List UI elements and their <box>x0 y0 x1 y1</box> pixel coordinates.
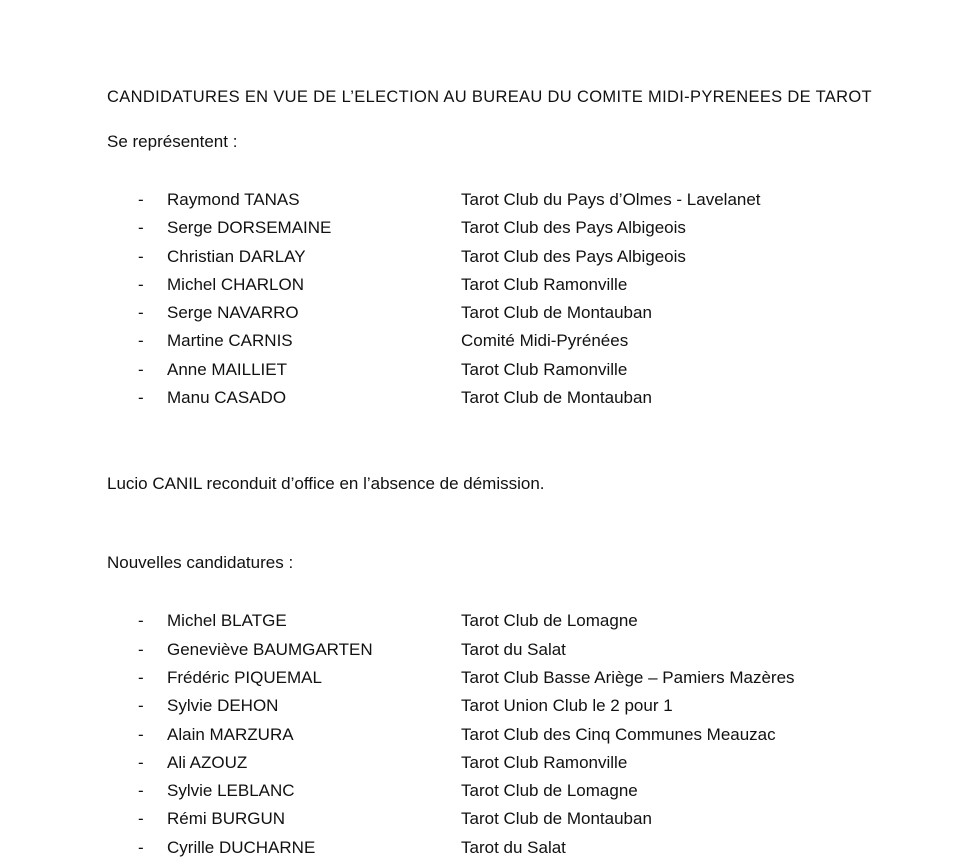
new-candidate-row <box>107 805 927 833</box>
list-dash-marker: - <box>138 359 144 379</box>
candidate-club: Tarot Club des Pays Albigeois <box>461 218 686 238</box>
list-dash-marker: - <box>138 696 144 716</box>
candidate-name: Martine CARNIS <box>167 331 293 351</box>
incumbent-row <box>107 186 927 214</box>
list-dash-marker: - <box>138 388 144 408</box>
list-dash-marker: - <box>138 274 144 294</box>
candidate-club: Tarot Club de Lomagne <box>461 781 638 801</box>
candidate-club: Tarot Club de Montauban <box>461 388 652 408</box>
candidate-club: Tarot Club de Montauban <box>461 303 652 323</box>
candidate-name: Rémi BURGUN <box>167 809 286 829</box>
spacer-before-new-heading <box>107 495 927 551</box>
candidate-name: Ali AZOUZ <box>167 752 248 772</box>
candidate-club: Tarot Club des Cinq Communes Meauzac <box>461 724 776 744</box>
new-candidate-row <box>107 664 927 692</box>
list-dash-marker: - <box>138 246 144 266</box>
list-dash-marker: - <box>138 781 144 801</box>
candidate-name: Christian DARLAY <box>167 246 306 266</box>
new-candidate-row <box>107 749 927 777</box>
list-dash-marker: - <box>138 639 144 659</box>
spacer-before-note <box>107 412 927 472</box>
candidate-club: Tarot Union Club le 2 pour 1 <box>461 696 673 716</box>
incumbent-row <box>107 356 927 384</box>
candidate-club: Tarot Club Ramonville <box>461 274 628 294</box>
candidate-name: Anne MAILLIET <box>167 359 288 379</box>
list-dash-marker: - <box>138 331 144 351</box>
candidate-name: Geneviève BAUMGARTEN <box>167 639 373 659</box>
candidate-name: Raymond TANAS <box>167 190 300 209</box>
list-dash-marker: - <box>138 611 144 631</box>
candidate-club: Tarot du Salat <box>461 837 566 857</box>
candidate-club: Tarot Club des Pays Albigeois <box>461 246 686 266</box>
reconduction-note: Lucio CANIL reconduit d’office en l’absence de démission. <box>107 474 545 494</box>
new-candidate-row <box>107 834 927 862</box>
candidate-name: Cyrille DUCHARNE <box>167 837 316 857</box>
incumbent-row <box>107 271 927 299</box>
candidate-name: Sylvie LEBLANC <box>167 781 295 801</box>
incumbent-row <box>107 327 927 355</box>
incumbent-row <box>107 243 927 271</box>
incumbent-row <box>107 214 927 242</box>
list-dash-marker: - <box>138 303 144 323</box>
candidate-club: Tarot du Salat <box>461 639 566 659</box>
candidate-club: Comité Midi-Pyrénées <box>461 331 629 351</box>
list-dash-marker: - <box>138 667 144 687</box>
new-candidate-row <box>107 636 927 664</box>
spacer-before-incumbents <box>107 153 927 186</box>
candidate-name: Serge DORSEMAINE <box>167 218 332 238</box>
list-dash-marker: - <box>138 752 144 772</box>
new-candidates-list <box>107 607 927 862</box>
new-candidate-row <box>107 777 927 805</box>
candidate-name: Michel CHARLON <box>167 274 304 294</box>
document-title: CANDIDATURES EN VUE DE L’ELECTION AU BUREAU DU COMITE MIDI-PYRENEES DE TAROT <box>107 88 872 106</box>
list-dash-marker: - <box>138 190 144 209</box>
document-body <box>107 86 927 862</box>
candidate-club: Tarot Club Ramonville <box>461 752 628 772</box>
candidate-name: Alain MARZURA <box>167 724 294 744</box>
new-candidate-row <box>107 721 927 749</box>
incumbent-row <box>107 384 927 412</box>
spacer-before-new-list <box>107 574 927 607</box>
incumbents-heading: Se représentent : <box>107 132 238 151</box>
candidate-club: Tarot Club de Lomagne <box>461 611 638 631</box>
new-candidate-row <box>107 692 927 720</box>
list-dash-marker: - <box>138 837 144 857</box>
candidate-club: Tarot Club du Pays d’Olmes - Lavelanet <box>461 190 761 209</box>
list-dash-marker: - <box>138 218 144 238</box>
candidate-name: Frédéric PIQUEMAL <box>167 667 322 687</box>
new-candidate-row <box>107 607 927 635</box>
incumbent-row <box>107 299 927 327</box>
candidate-club: Tarot Club Basse Ariège – Pamiers Mazères <box>461 667 795 687</box>
list-dash-marker: - <box>138 724 144 744</box>
candidate-club: Tarot Club Ramonville <box>461 359 628 379</box>
candidate-name: Manu CASADO <box>167 388 287 408</box>
spacer-after-title <box>107 108 927 130</box>
incumbents-list <box>107 186 927 412</box>
list-dash-marker: - <box>138 809 144 829</box>
new-candidates-heading: Nouvelles candidatures : <box>107 553 294 573</box>
candidate-name: Sylvie DEHON <box>167 696 279 716</box>
candidate-club: Tarot Club de Montauban <box>461 809 652 829</box>
candidate-name: Michel BLATGE <box>167 611 287 631</box>
candidate-name: Serge NAVARRO <box>167 303 299 323</box>
